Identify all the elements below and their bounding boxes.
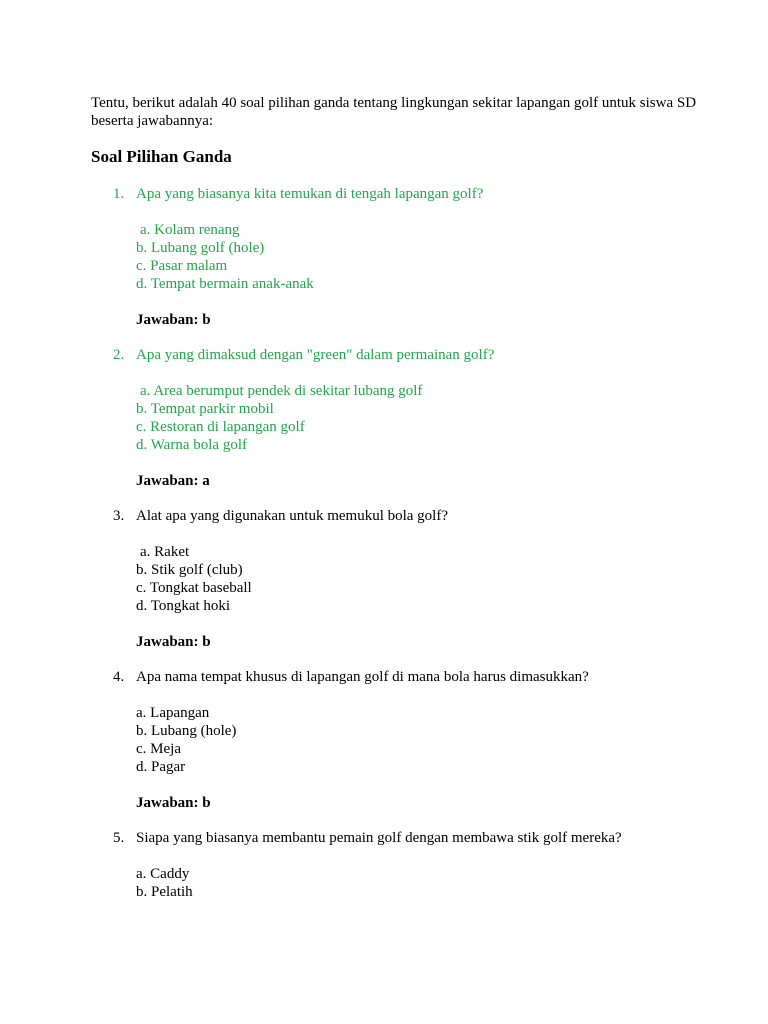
question-number: 3. xyxy=(113,508,125,524)
option-b: b. Lubang golf (hole) xyxy=(136,240,265,256)
question-number: 1. xyxy=(113,186,125,202)
option-c: c. Restoran di lapangan golf xyxy=(136,419,305,435)
option-a: a. Raket xyxy=(140,544,190,560)
answer-label: Jawaban: a xyxy=(136,473,210,489)
option-d: d. Tongkat hoki xyxy=(136,598,231,614)
option-b: b. Pelatih xyxy=(136,884,193,900)
question-text: Apa yang dimaksud dengan "green" dalam permainan golf? xyxy=(136,347,495,363)
answer-label: Jawaban: b xyxy=(136,795,211,811)
option-d: d. Tempat bermain anak-anak xyxy=(136,276,314,292)
question-number: 5. xyxy=(113,830,125,846)
option-b: b. Stik golf (club) xyxy=(136,562,243,578)
question-number: 2. xyxy=(113,347,125,363)
option-d: d. Warna bola golf xyxy=(136,437,247,453)
option-a: a. Caddy xyxy=(136,866,190,882)
question-text: Apa nama tempat khusus di lapangan golf di mana bola harus dimasukkan? xyxy=(136,669,589,685)
question-text: Apa yang biasanya kita temukan di tengah lapangan golf? xyxy=(136,186,484,202)
answer-label: Jawaban: b xyxy=(136,312,211,328)
intro-paragraph: Tentu, berikut adalah 40 soal pilihan ganda tentang lingkungan sekitar lapangan golf untuk siswa SD beserta jawabannya: xyxy=(91,95,697,129)
option-a: a. Area berumput pendek di sekitar lubang golf xyxy=(140,383,423,399)
option-c: c. Pasar malam xyxy=(136,258,228,274)
option-b: b. Tempat parkir mobil xyxy=(136,401,274,417)
option-b: b. Lubang (hole) xyxy=(136,723,237,739)
option-c: c. Tongkat baseball xyxy=(136,580,252,596)
section-heading: Soal Pilihan Ganda xyxy=(91,147,232,166)
answer-label: Jawaban: b xyxy=(136,634,211,650)
option-c: c. Meja xyxy=(136,741,181,757)
question-text: Siapa yang biasanya membantu pemain golf dengan membawa stik golf mereka? xyxy=(136,830,622,846)
option-a: a. Lapangan xyxy=(136,705,210,721)
option-a: a. Kolam renang xyxy=(140,222,240,238)
question-number: 4. xyxy=(113,669,125,685)
option-d: d. Pagar xyxy=(136,759,186,775)
question-text: Alat apa yang digunakan untuk memukul bola golf? xyxy=(136,508,449,524)
